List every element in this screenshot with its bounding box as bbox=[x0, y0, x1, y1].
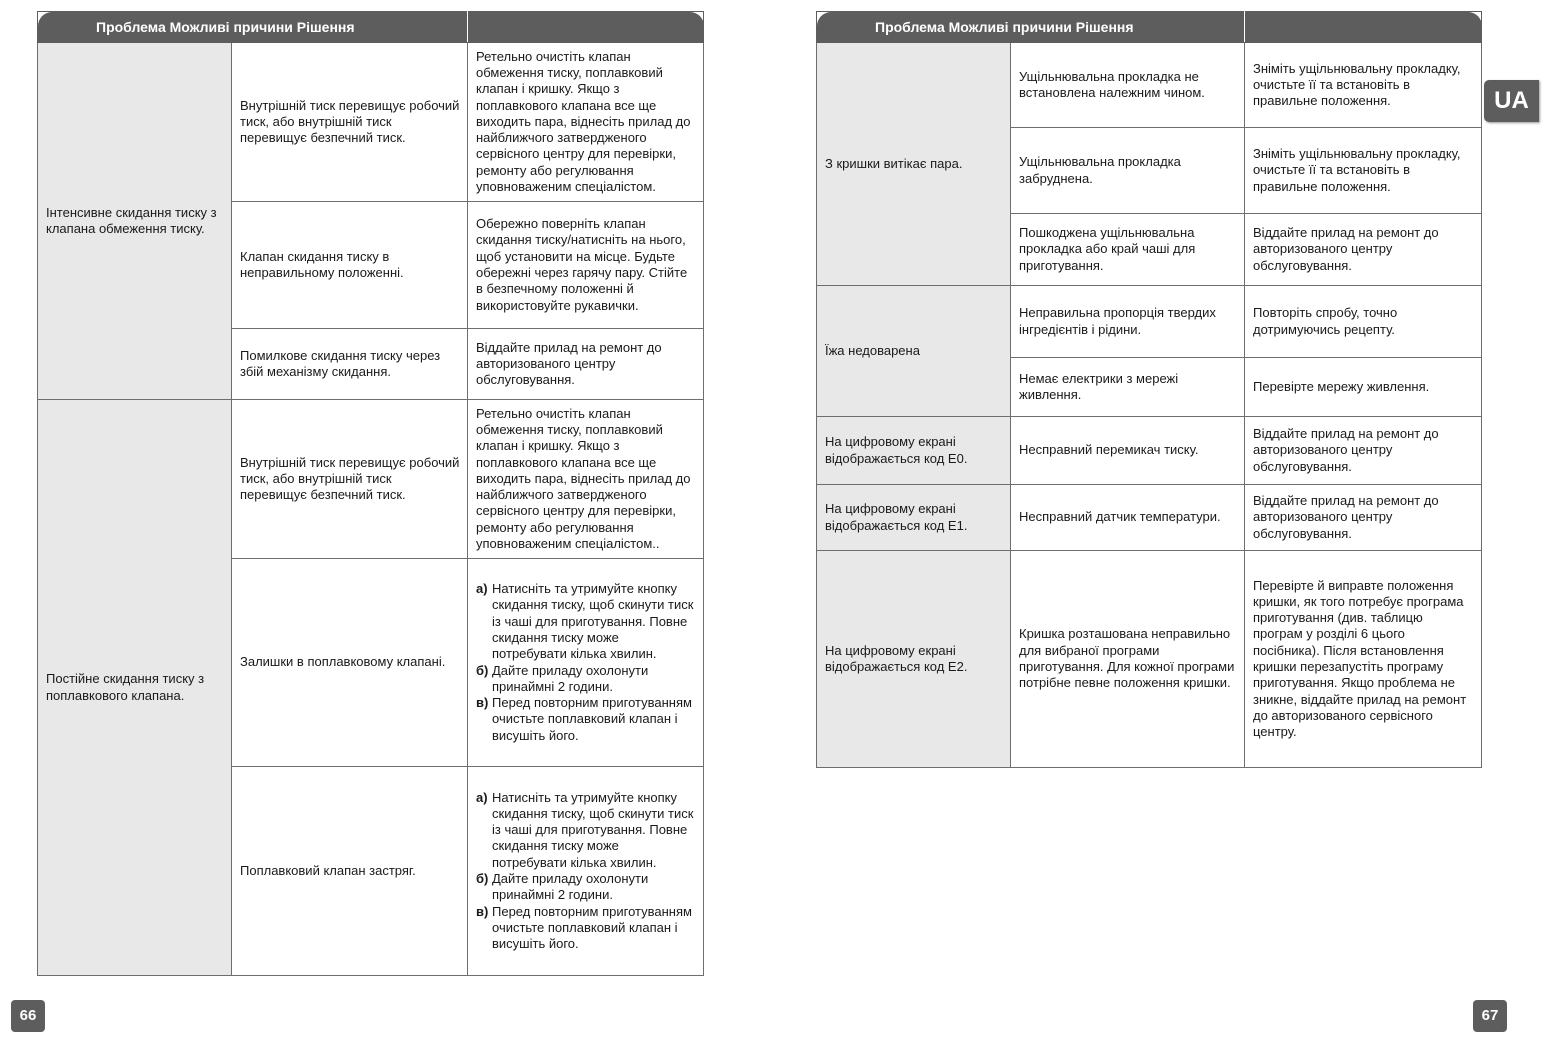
solution-cell: Зніміть ущільнювальну прокладку, очистьте її та встановіть в правильне положення. bbox=[1245, 128, 1482, 214]
step-item bbox=[476, 663, 697, 696]
cause-cell: Клапан скидання тиску в неправильному положенні. bbox=[232, 202, 468, 329]
step-marker: в) bbox=[476, 903, 489, 919]
problem-cell: На цифровому екрані відображається код E1. bbox=[817, 485, 1011, 551]
step-item bbox=[476, 790, 697, 871]
solution-cell: Перевірте й виправте положення кришки, як того потребує програма приготування (див. таблицю програм у розділі 6 цього посібника). Після встановлення кришки перезапустіть програму приготування. Якщо проблема не зникне, віддайте прилад на ремонт до авторизованого сервісного центру. bbox=[1245, 551, 1482, 768]
cause-cell: Несправний перемикач тиску. bbox=[1011, 417, 1245, 485]
problem-cell: Постійне скидання тиску з поплавкового клапана. bbox=[38, 400, 232, 976]
cause-cell: Кришка розташована неправильно для вибраної програми приготування. Для кожної програми потрібне певне положення кришки. bbox=[1011, 551, 1245, 768]
step-item bbox=[476, 904, 697, 953]
solution-cell: Повторіть спробу, точно дотримуючись рецепту. bbox=[1245, 286, 1482, 358]
table-row bbox=[817, 485, 1482, 551]
cause-cell: Несправний датчик температури. bbox=[1011, 485, 1245, 551]
solution-steps bbox=[476, 581, 697, 744]
cause-cell: Ущільнювальна прокладка не встановлена належним чином. bbox=[1011, 43, 1245, 128]
solution-cell: Віддайте прилад на ремонт до авторизованого центру обслуговування. bbox=[1245, 485, 1482, 551]
page-number-right: 67 bbox=[1473, 1000, 1507, 1032]
cause-cell: Внутрішній тиск перевищує робочий тиск, або внутрішній тиск перевищує безпечний тиск. bbox=[232, 43, 468, 202]
header-empty-cell bbox=[468, 12, 704, 43]
solution-cell: Ретельно очистіть клапан обмеження тиску, поплавковий клапан і кришку. Якщо з поплавкового клапана все ще виходить пара, віднесіть прилад до найближчого затвердженого сервісного центру для перевірки, ремонту або регулювання уповноваженим спеціалістом.. bbox=[468, 400, 704, 559]
solution-steps bbox=[476, 790, 697, 953]
step-item bbox=[476, 581, 697, 662]
header-title: Проблема Можливі причини Рішення bbox=[875, 18, 1134, 35]
header-title-cell bbox=[38, 12, 468, 43]
problem-cell: На цифровому екрані відображається код E2. bbox=[817, 551, 1011, 768]
cause-cell: Немає електрики з мережі живлення. bbox=[1011, 358, 1245, 417]
step-text: Дайте приладу охолонути принаймні 2 години. bbox=[492, 871, 649, 903]
problem-cell: Їжа недоварена bbox=[817, 286, 1011, 417]
step-text: Натисніть та утримуйте кнопку скидання тиску, щоб скинути тиск із чаші для приготування. Повне скидання тиску може потребувати кілька хвилин. bbox=[492, 581, 694, 662]
step-marker: б) bbox=[476, 662, 489, 678]
step-marker: б) bbox=[476, 871, 489, 886]
table-row bbox=[38, 43, 704, 202]
cause-cell: Неправильна пропорція твердих інгредієнтів і рідини. bbox=[1011, 286, 1245, 358]
table-row bbox=[817, 286, 1482, 358]
troubleshooting-table-left bbox=[37, 11, 704, 976]
cause-cell: Ущільнювальна прокладка забруднена. bbox=[1011, 128, 1245, 214]
table-header bbox=[38, 12, 704, 43]
solution-cell bbox=[468, 767, 704, 976]
solution-cell: Ретельно очистіть клапан обмеження тиску, поплавковий клапан і кришку. Якщо з поплавкового клапана все ще виходить пара, віднесіть прилад до найближчого затвердженого сервісного центру для перевірки, ремонту або регулювання уповноваженим спеціалістом. bbox=[468, 43, 704, 202]
step-text: Дайте приладу охолонути принаймні 2 години. bbox=[492, 662, 649, 694]
page-number-left: 66 bbox=[11, 1000, 45, 1032]
header-empty-cell bbox=[1245, 12, 1482, 43]
solution-cell: Зніміть ущільнювальну прокладку, очистьте її та встановіть в правильне положення. bbox=[1245, 43, 1482, 128]
step-text: Натисніть та утримуйте кнопку скидання тиску, щоб скинути тиск із чаші для приготування. Повне скидання тиску може потребувати кілька хвилин. bbox=[492, 789, 694, 870]
step-marker: а) bbox=[476, 789, 488, 805]
problem-cell: На цифровому екрані відображається код E0. bbox=[817, 417, 1011, 485]
step-marker: а) bbox=[476, 581, 488, 597]
step-item bbox=[476, 695, 697, 744]
solution-cell: Віддайте прилад на ремонт до авторизованого центру обслуговування. bbox=[1245, 417, 1482, 485]
step-text: Перед повторним приготуванням очистьте поплавковий клапан і висушіть його. bbox=[492, 695, 692, 743]
table-row bbox=[38, 400, 704, 559]
cause-cell: Залишки в поплавковому клапані. bbox=[232, 559, 468, 767]
table-row bbox=[817, 417, 1482, 485]
header-title-cell bbox=[817, 12, 1245, 43]
language-tab: UA bbox=[1484, 80, 1539, 122]
solution-cell bbox=[468, 559, 704, 767]
cause-cell: Пошкоджена ущільнювальна прокладка або край чаші для приготування. bbox=[1011, 214, 1245, 286]
table-row bbox=[817, 43, 1482, 128]
header-title: Проблема Можливі причини Рішення bbox=[96, 18, 355, 35]
cause-cell: Внутрішній тиск перевищує робочий тиск, або внутрішній тиск перевищує безпечний тиск. bbox=[232, 400, 468, 559]
problem-cell: Інтенсивне скидання тиску з клапана обмеження тиску. bbox=[38, 43, 232, 400]
solution-cell: Віддайте прилад на ремонт до авторизованого центру обслуговування. bbox=[1245, 214, 1482, 286]
problem-cell: З кришки витікає пара. bbox=[817, 43, 1011, 286]
solution-cell: Перевірте мережу живлення. bbox=[1245, 358, 1482, 417]
troubleshooting-table-right bbox=[816, 11, 1482, 768]
step-text: Перед повторним приготуванням очистьте поплавковий клапан і висушіть його. bbox=[492, 903, 692, 952]
solution-cell: Обережно поверніть клапан скидання тиску/натисніть на нього, щоб установити на місце. Будьте обережні через гарячу пару. Стійте в безпечному положенні й використовуйте рукавички. bbox=[468, 202, 704, 329]
solution-cell: Віддайте прилад на ремонт до авторизованого центру обслуговування. bbox=[468, 329, 704, 400]
table-row bbox=[817, 551, 1482, 768]
table-header bbox=[817, 12, 1482, 43]
step-marker: в) bbox=[476, 695, 489, 711]
step-item bbox=[476, 871, 697, 904]
cause-cell: Помилкове скидання тиску через збій механізму скидання. bbox=[232, 329, 468, 400]
cause-cell: Поплавковий клапан застряг. bbox=[232, 767, 468, 976]
